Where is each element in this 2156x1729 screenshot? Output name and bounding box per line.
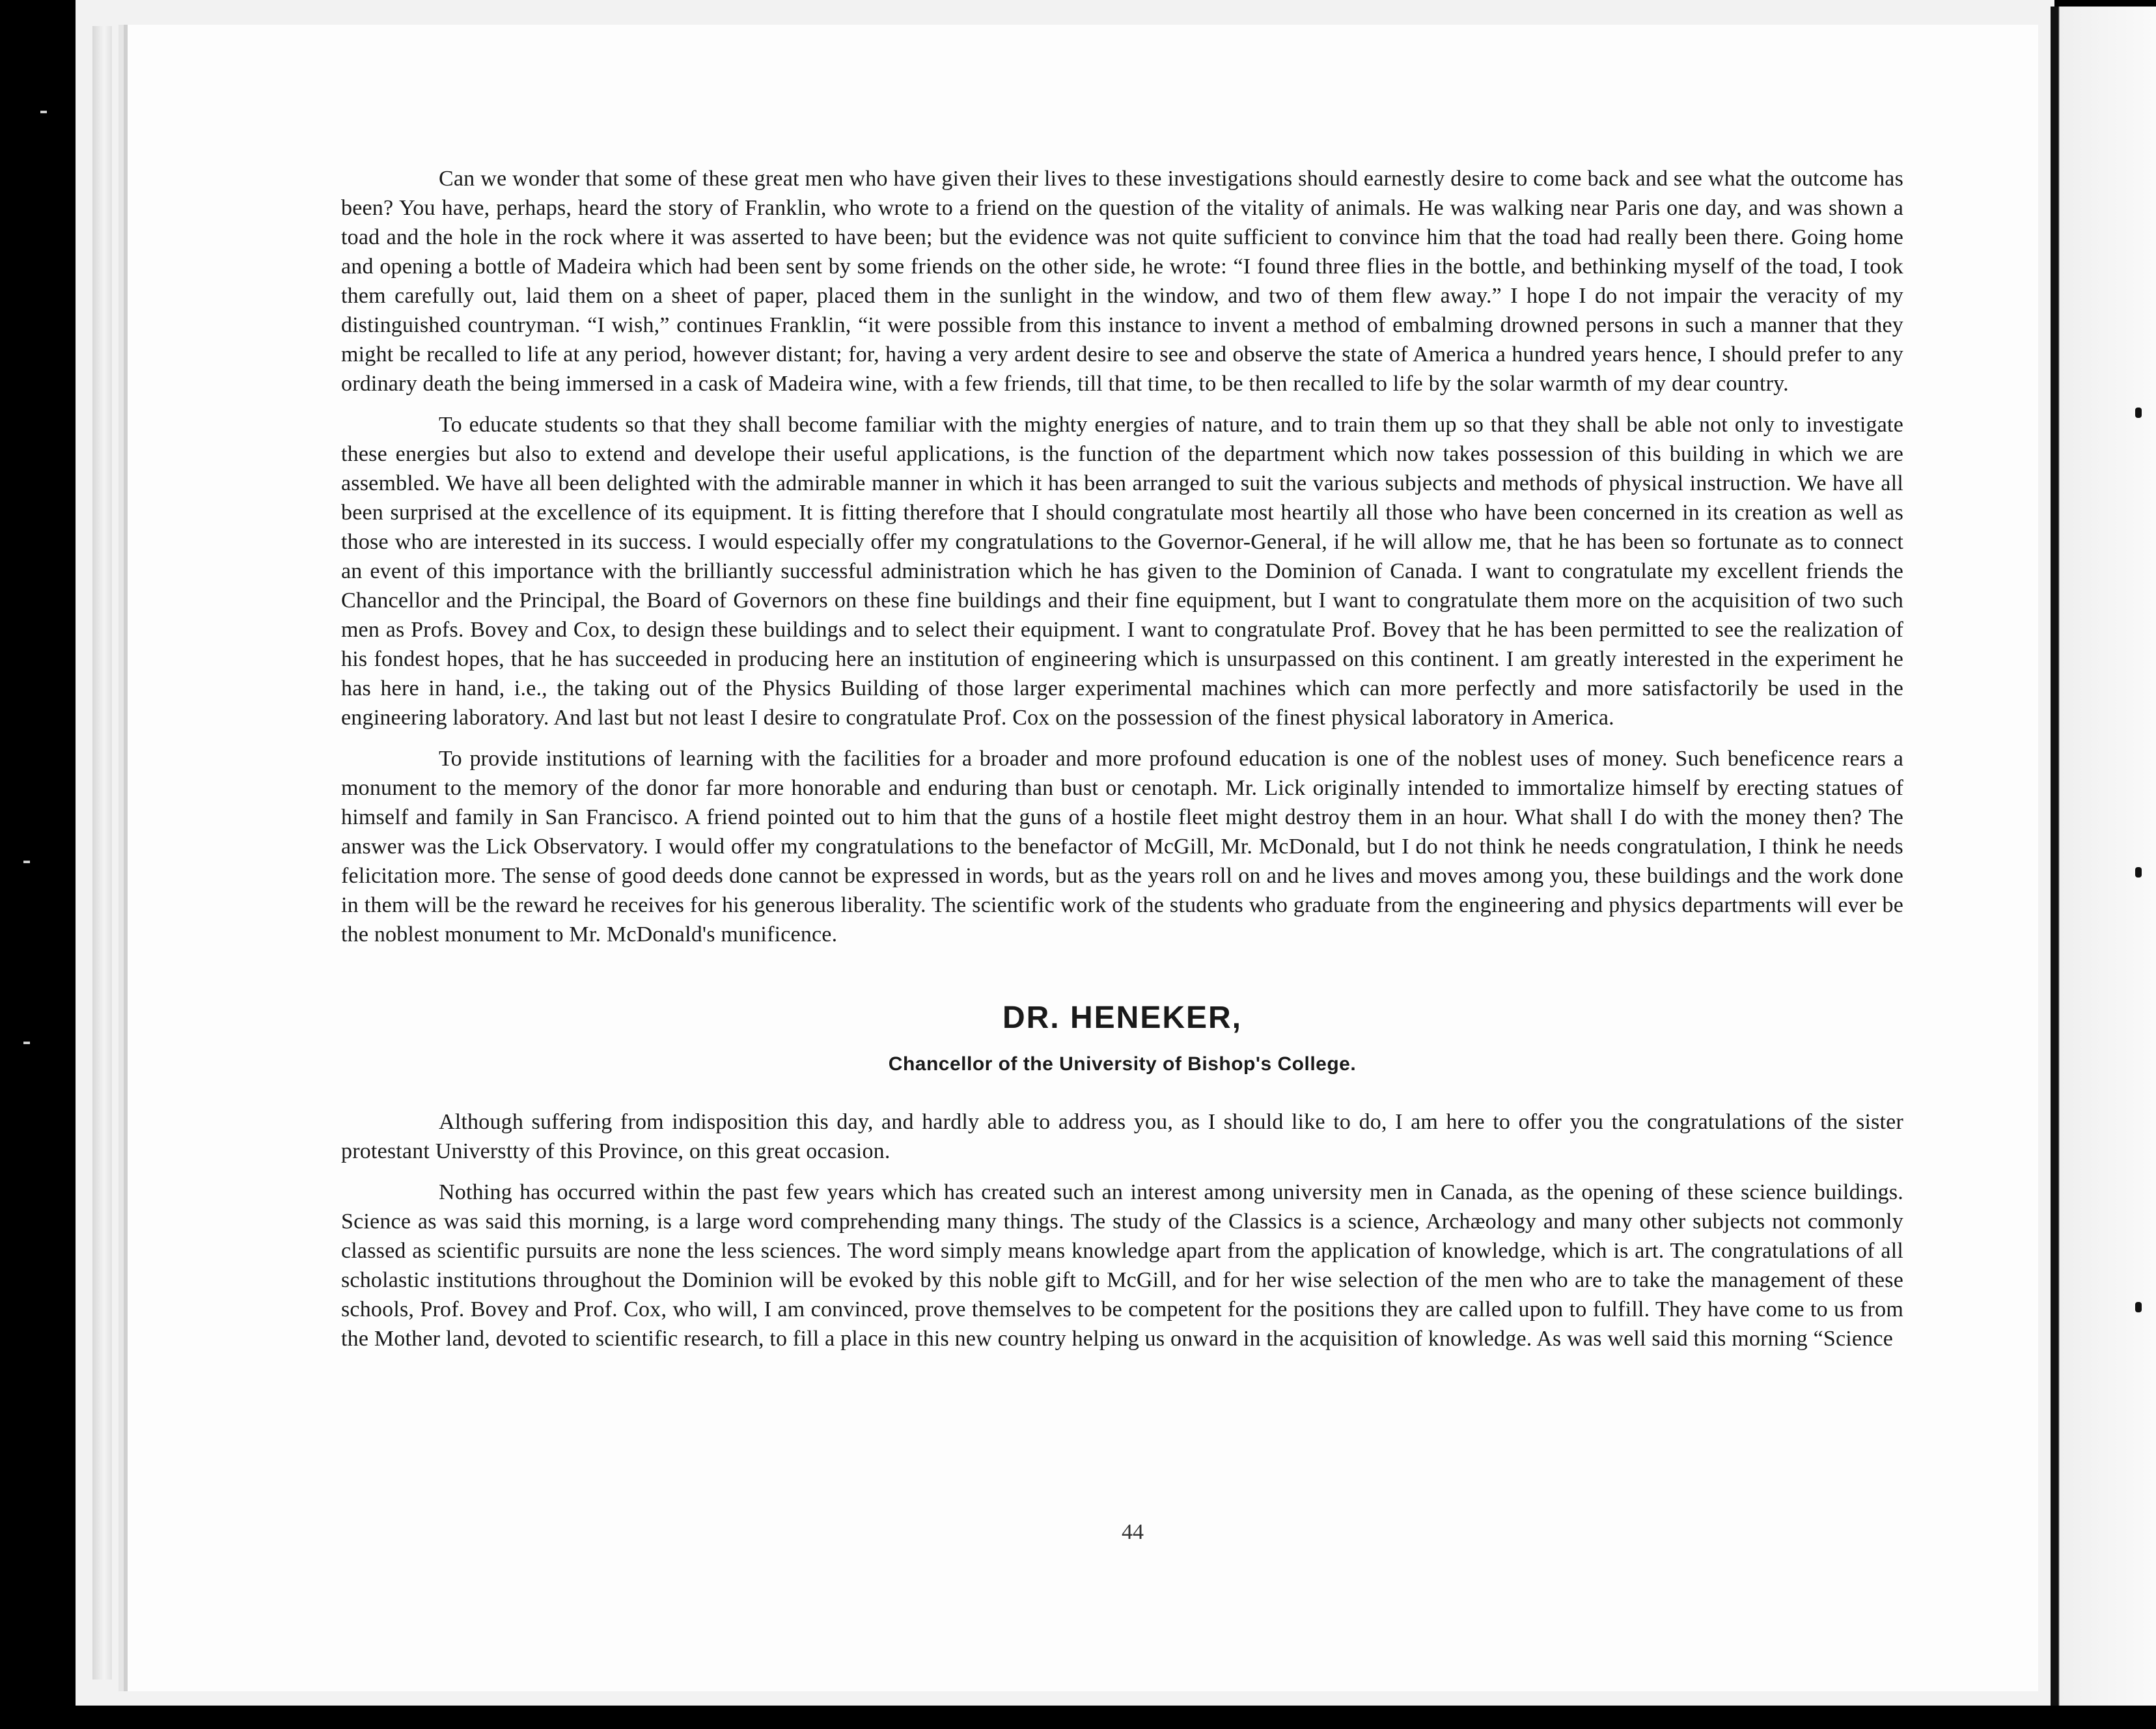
page-edge-shadow	[92, 26, 112, 1680]
binding-dot	[2135, 867, 2142, 878]
section-subheading: Chancellor of the University of Bishop's College.	[888, 1053, 1357, 1075]
adjacent-page-edge	[2051, 7, 2156, 1706]
margin-speck	[23, 1042, 30, 1044]
section-heading: DR. HENEKER,	[1002, 1001, 1243, 1035]
binding-dot	[2135, 1302, 2142, 1312]
paragraph: To educate students so that they shall become familiar with the mighty energies of nature, and to train them up so that they shall be able not only to investigate these energies but also to extend and develope their useful applications, is the function of the department which now takes possession of this building in which we are assembled. We have all been delighted with the admirable manner in which it has been arranged to suit the various subjects and methods of physical instruction. We have all been surprised at the excellence of its equipment. It is fitting therefore that I should congratulate most heartily all those who have been concerned in its creation as well as those who are interested in its success. I would especially offer my congratulations to the Governor-General, if he will allow me, that he has been so fortunate as to connect an event of this importance with the brilliantly successful administration which he has given to the Dominion of Canada. I want to congratulate my excellent friends the Chancellor and the Principal, the Board of Governors on these fine buildings and their fine equipment, but I want to congratulate them more on the acquisition of two such men as Profs. Bovey and Cox, to design these buildings and to select their equipment. I want to congratulate Prof. Bovey that he has been permitted to see the realization of his fondest hopes, that he has succeeded in producing here an institution of engineering which is unsurpassed on this continent. I am greatly interested in the experiment he has here in hand, i.e., the taking out of the Physics Building of those larger experimental machines which can more perfectly and more satisfactorily be used in the engineering laboratory. And last but not least I desire to congratulate Prof. Cox on the possession of the finest physical laboratory in America.	[341, 413, 1903, 730]
paragraph: To provide institutions of learning with the facilities for a broader and more profound education is one of the noblest uses of money. Such beneficence rears a monument to the memory of the donor far more honorable and enduring than bust or cenotaph. Mr. Lick originally intended to immortalize himself by erecting statues of himself and family in San Francisco. A friend pointed out to him that the guns of a hostile fleet might destroy them in an hour. What shall I do with the money then? The answer was the Lick Observatory. I would offer my congratulations to the benefactor of McGill, Mr. McDonald, but I do not think he needs congratulation, I think he needs felicitation more. The sense of good deeds done cannot be expressed in words, but as the years roll on and he lives and moves among you, these buildings and the work done in them will be the reward he receives for his generous liberality. The scientific work of the students who graduate from the engineering and physics departments will ever be the noblest monument to Mr. McDonald's munificence.	[341, 747, 1903, 947]
page-number: 44	[1122, 1520, 1144, 1544]
page-text	[341, 164, 1903, 1365]
margin-speck	[40, 111, 47, 113]
paragraph: Can we wonder that some of these great men who have given their lives to these investigations should earnestly desire to come back and see what the outcome has been? You have, perhaps, heard the story of Franklin, who wrote to a friend on the question of the vitality of animals. He was walking near Paris one day, and was shown a toad and the hole in the rock where it was asserted to have been; but the evidence was not quite sufficient to convince him that the toad had really been there. Going home and opening a bottle of Madeira which had been sent by some friends on the other side, he wrote: “I found three flies in the bottle, and bethinking myself of the toad, I took them carefully out, laid them on a sheet of paper, placed them in the sunlight in the window, and two of them flew away.” I hope I do not impair the veracity of my distinguished countryman. “I wish,” continues Franklin, “it were possible from this instance to invent a method of embalming drowned persons in such a manner that they might be recalled to life at any period, however distant; for, having a very ardent desire to see and observe the state of America a hundred years hence, I should prefer to any ordinary death the being immersed in a cask of Madeira wine, with a few friends, till that time, to be then recalled to life by the solar warmth of my dear country.	[341, 167, 1903, 396]
margin-speck	[23, 861, 30, 863]
binding-dot	[2135, 408, 2142, 418]
paragraph: Although suffering from indisposition this day, and hardly able to address you, as I should like to do, I am here to offer you the congratulations of the sister protestant Universtty of this Province, on this great occasion.	[341, 1110, 1903, 1163]
paragraph: Nothing has occurred within the past few years which has created such an interest among university men in Canada, as the opening of these science buildings. Science as was said this morning, is a large word comprehending many things. The study of the Classics is a science, Archæology and many other subjects not commonly classed as scientific pursuits are none the less sciences. The word simply means knowledge apart from the application of knowledge, which is art. The congratulations of all scholastic institutions throughout the Dominion will be evoked by this noble gift to McGill, and for her wise selection of the men who are to take the management of these schools, Prof. Bovey and Prof. Cox, who will, I am convinced, prove themselves to be competent for the positions they are called upon to fulfill. They have come to us from the Mother land, devoted to scientific research, to fill a place in this new country helping us onward in the acquisition of knowledge. As was well said this morning “Science	[341, 1180, 1903, 1351]
